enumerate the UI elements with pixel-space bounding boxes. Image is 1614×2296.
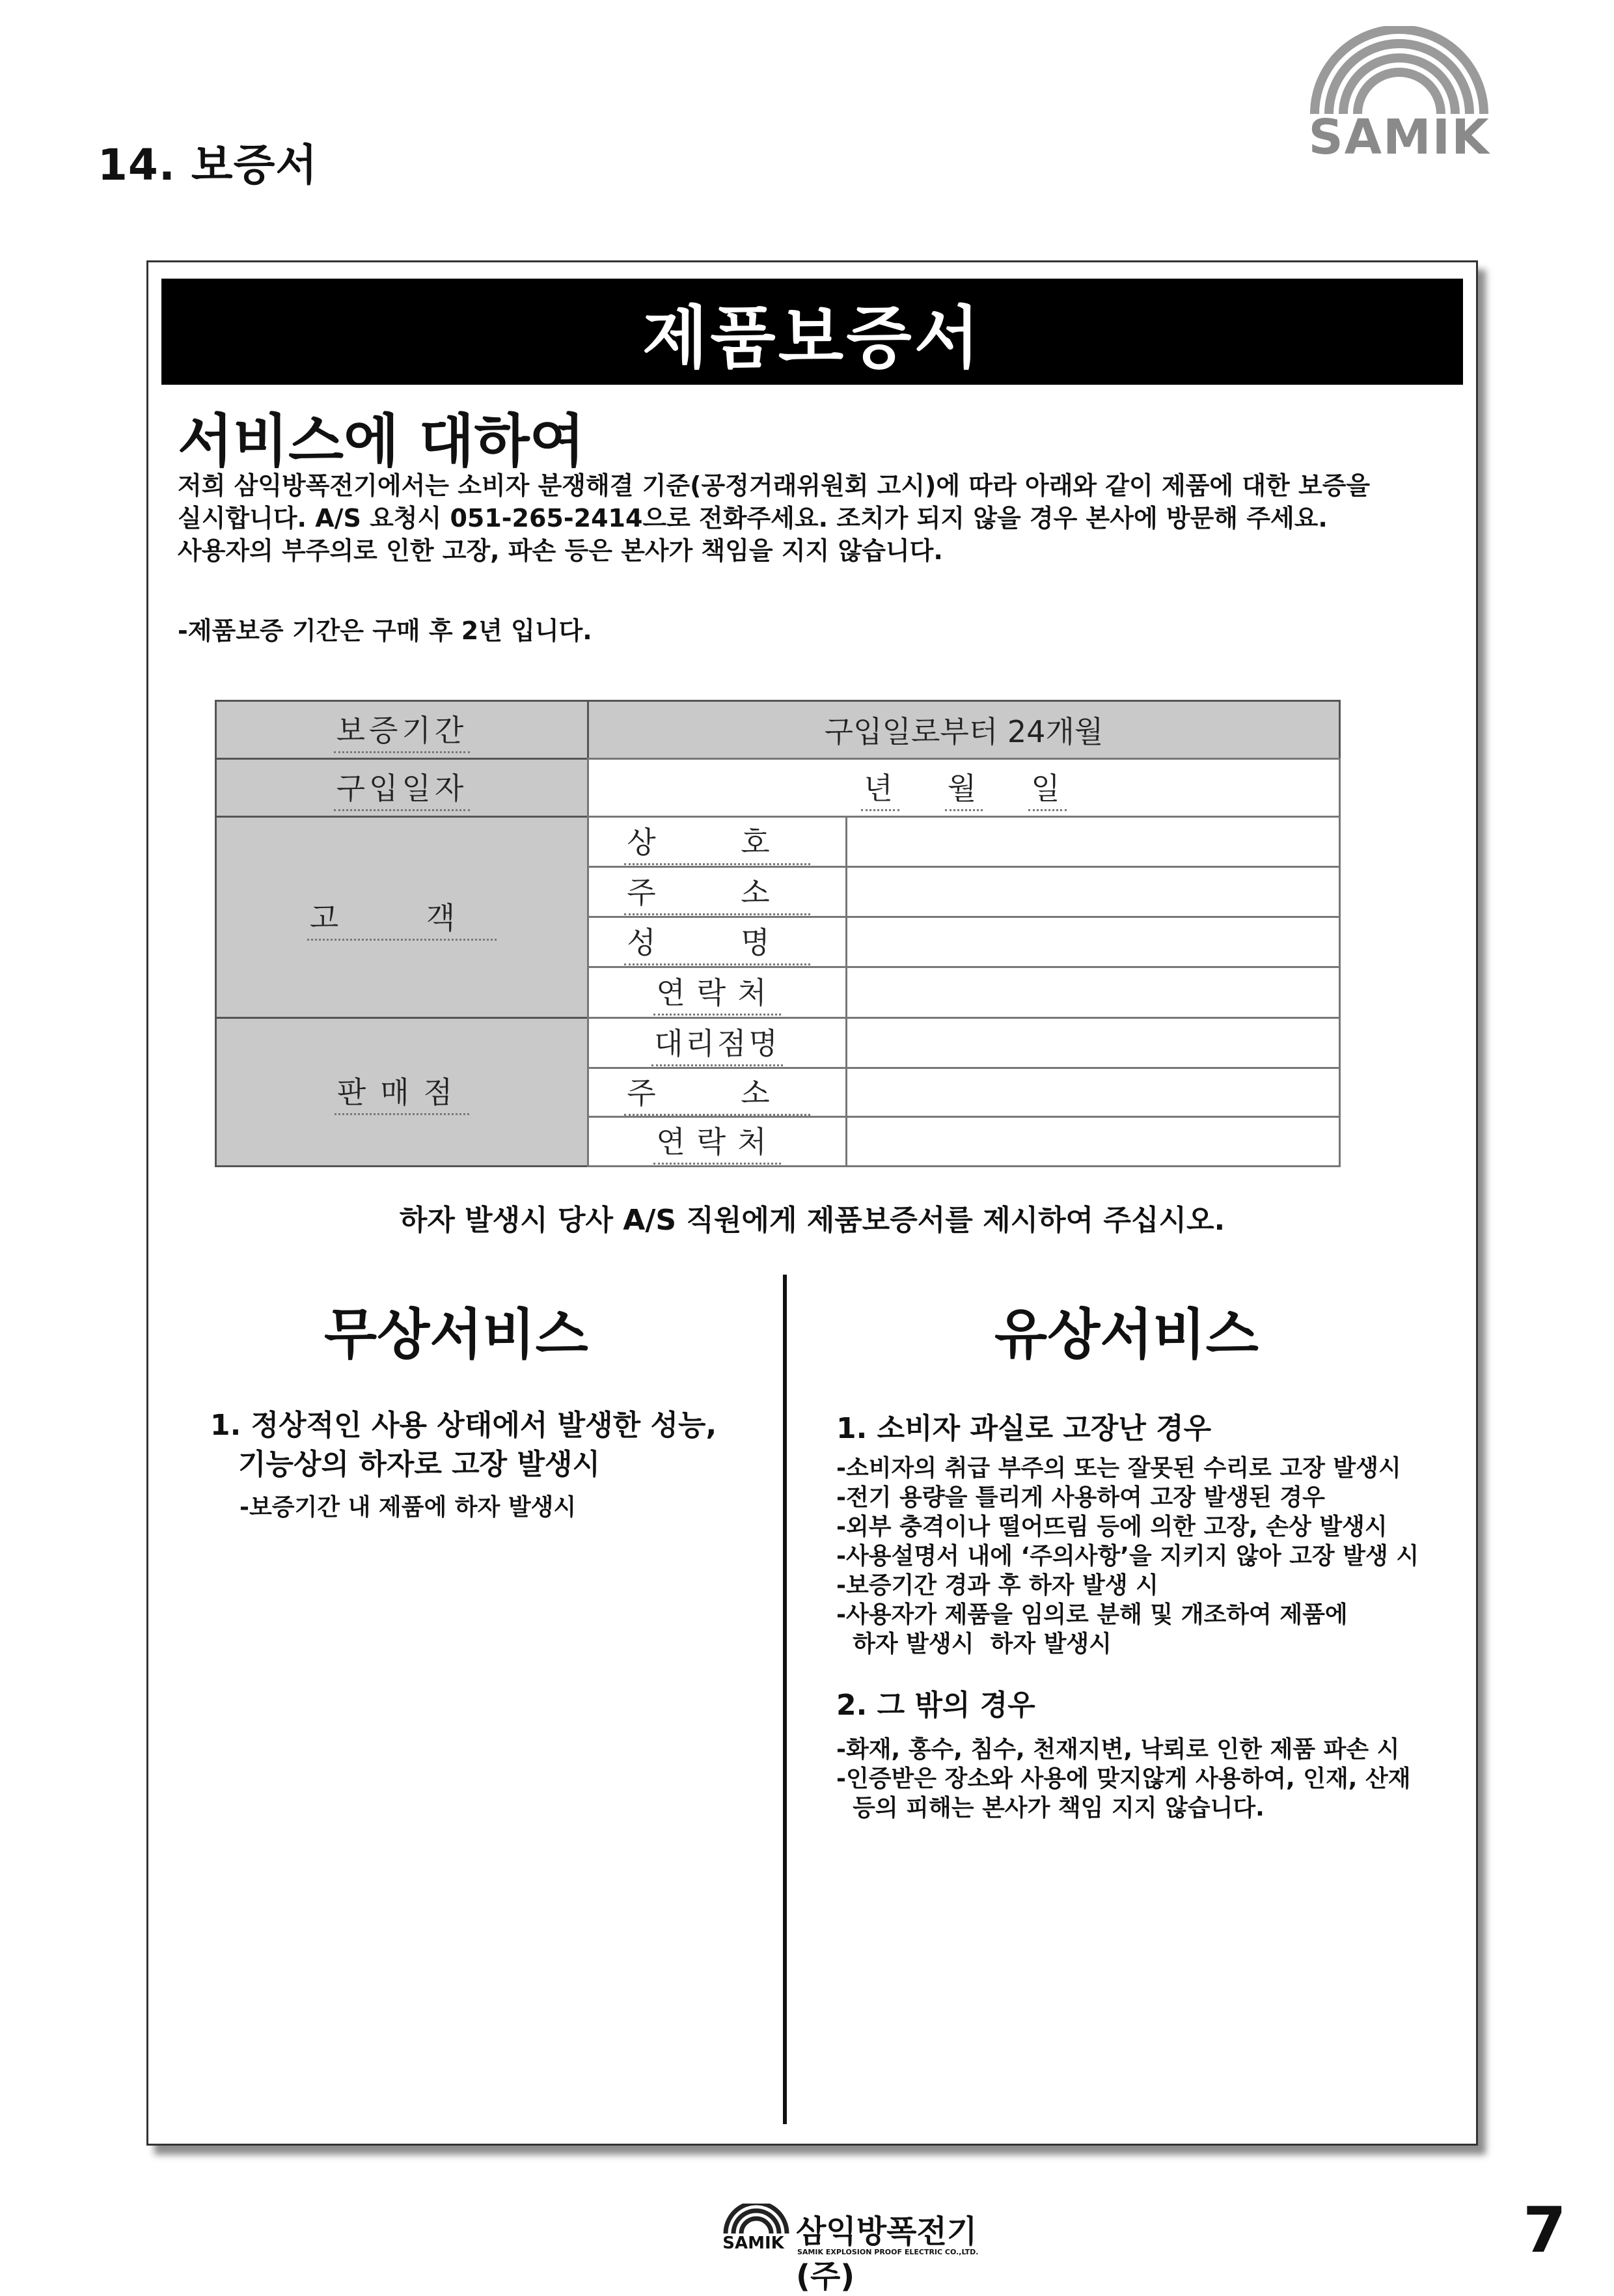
dealer-field-label-cell bbox=[587, 1116, 847, 1167]
samik-logo bbox=[1302, 26, 1497, 176]
paid-service-line: -사용설명서 내에 ‘주의사항’을 지키지 않아 고장 발생 시 bbox=[836, 1543, 1419, 1570]
footer-arch-icon bbox=[720, 2204, 792, 2235]
dealer-field-label-cell bbox=[587, 1017, 847, 1069]
dealer-contact-input[interactable] bbox=[845, 1116, 1341, 1167]
warranty-period-label-cell bbox=[215, 700, 589, 760]
customer-contact-input[interactable] bbox=[845, 966, 1341, 1019]
customer-field-label: 주 소 bbox=[624, 869, 810, 915]
intro-line: 저희 삼익방폭전기에서는 소비자 분쟁해결 기준(공정거래위원회 고시)에 따라 아래와 같이 제품에 대한 보증을 bbox=[178, 471, 1371, 500]
free-service-detail: -보증기간 내 제품에 하자 발생시 bbox=[239, 1494, 577, 1521]
rainbow-arch-icon bbox=[1302, 26, 1497, 117]
purchase-date-label-cell bbox=[215, 758, 589, 818]
service-heading: 서비스에 대하여 bbox=[178, 408, 585, 475]
year-label: 년 bbox=[861, 765, 899, 811]
customer-field-label-cell bbox=[587, 816, 847, 868]
dealer-name-input[interactable] bbox=[845, 1017, 1341, 1069]
footer-logo-wordmark: SAMIK bbox=[722, 2234, 784, 2253]
purchase-date-field[interactable] bbox=[587, 758, 1341, 818]
customer-field-label-cell bbox=[587, 916, 847, 968]
paid-service-heading: 1. 소비자 과실로 고장난 경우 bbox=[836, 1412, 1212, 1445]
dealer-field-label: 연락처 bbox=[653, 1118, 780, 1165]
customer-field-label: 성 명 bbox=[624, 919, 810, 965]
paid-service-line: -보증기간 경과 후 하자 발생 시 bbox=[836, 1572, 1158, 1599]
warranty-card bbox=[146, 260, 1478, 2146]
paid-service-line: -전기 용량을 틀리게 사용하여 고장 발생된 경우 bbox=[836, 1484, 1325, 1511]
customer-field-label-cell bbox=[587, 866, 847, 918]
dealer-label-cell bbox=[215, 1017, 589, 1167]
warranty-period-label: 보증기간 bbox=[334, 707, 471, 753]
warranty-period-value-cell bbox=[587, 700, 1341, 760]
paid-service-line: 하자 발생시 하자 발생시 bbox=[836, 1631, 1112, 1657]
intro-line: 사용자의 부주의로 인한 고장, 파손 등은 본사가 책임을 지지 않습니다. bbox=[178, 536, 943, 565]
paid-service-line: -소비자의 취급 부주의 또는 잘못된 수리로 고장 발생시 bbox=[836, 1455, 1401, 1482]
paid-service-list bbox=[836, 1735, 1448, 1823]
customer-field-label: 연락처 bbox=[653, 969, 780, 1016]
intro-text bbox=[178, 469, 1453, 567]
free-service-title: 무상서비스 bbox=[324, 1303, 588, 1366]
customer-address-input[interactable] bbox=[845, 866, 1341, 918]
paid-service-heading: 2. 그 밖의 경우 bbox=[836, 1689, 1035, 1722]
dealer-label: 판매점 bbox=[335, 1069, 469, 1115]
paid-service-line: -화재, 홍수, 침수, 천재지변, 낙뢰로 인한 제품 파손 시 bbox=[836, 1736, 1400, 1763]
month-label: 월 bbox=[945, 765, 983, 811]
warranty-table bbox=[215, 700, 1341, 1167]
page-number: 7 bbox=[1523, 2194, 1566, 2267]
purchase-date-label: 구입일자 bbox=[334, 765, 471, 811]
logo-wordmark: SAMIK bbox=[1308, 109, 1490, 165]
customer-name-input[interactable] bbox=[845, 916, 1341, 968]
dealer-field-label: 주 소 bbox=[624, 1070, 810, 1116]
customer-company-input[interactable] bbox=[845, 816, 1341, 868]
paid-service-line: -외부 충격이나 떨어뜨림 등에 의한 고장, 손상 발생시 bbox=[836, 1514, 1388, 1540]
paid-service-line: -인증받은 장소와 사용에 맞지않게 사용하여, 인재, 산재 bbox=[836, 1765, 1411, 1792]
footer-logo bbox=[713, 2204, 1012, 2295]
free-service-item: 1. 정상적인 사용 상태에서 발생한 성능, bbox=[210, 1409, 717, 1442]
customer-label: 고 객 bbox=[307, 894, 497, 941]
section-title: 14. 보증서 bbox=[98, 140, 318, 190]
customer-field-label-cell bbox=[587, 966, 847, 1019]
intro-line: 실시합니다. A/S 요청시 051-265-2414으로 전화주세요. 조치가 되지 않을 경우 본사에 방문해 주세요. bbox=[178, 504, 1328, 533]
paid-service-line: -사용자가 제품을 임의로 분해 및 개조하여 제품에 bbox=[836, 1601, 1348, 1628]
card-banner: 제품보증서 bbox=[161, 279, 1463, 385]
footer-company-korean: 삼익방폭전기(주) bbox=[796, 2213, 978, 2295]
free-service-item: 기능상의 하자로 고장 발생시 bbox=[238, 1448, 601, 1481]
footer-company-english: SAMIK EXPLOSION PROOF ELECTRIC CO.,LTD. bbox=[797, 2248, 979, 2256]
customer-field-label: 상 호 bbox=[624, 819, 810, 865]
as-notice: 하자 발생시 당사 A/S 직원에게 제품보증서를 제시하여 주십시오. bbox=[399, 1204, 1225, 1237]
warranty-period-value: 구입일로부터 24개월 bbox=[824, 714, 1104, 749]
column-divider bbox=[783, 1275, 787, 2124]
paid-service-list bbox=[836, 1454, 1448, 1659]
paid-service-line: 등의 피해는 본사가 책임 지지 않습니다. bbox=[836, 1795, 1265, 1821]
day-label: 일 bbox=[1028, 765, 1066, 811]
dealer-field-label-cell bbox=[587, 1067, 847, 1118]
period-note: -제품보증 기간은 구매 후 2년 입니다. bbox=[178, 616, 592, 645]
dealer-address-input[interactable] bbox=[845, 1067, 1341, 1118]
paid-service-title: 유상서비스 bbox=[994, 1303, 1259, 1366]
dealer-field-label: 대리점명 bbox=[651, 1020, 783, 1066]
customer-label-cell bbox=[215, 816, 589, 1019]
